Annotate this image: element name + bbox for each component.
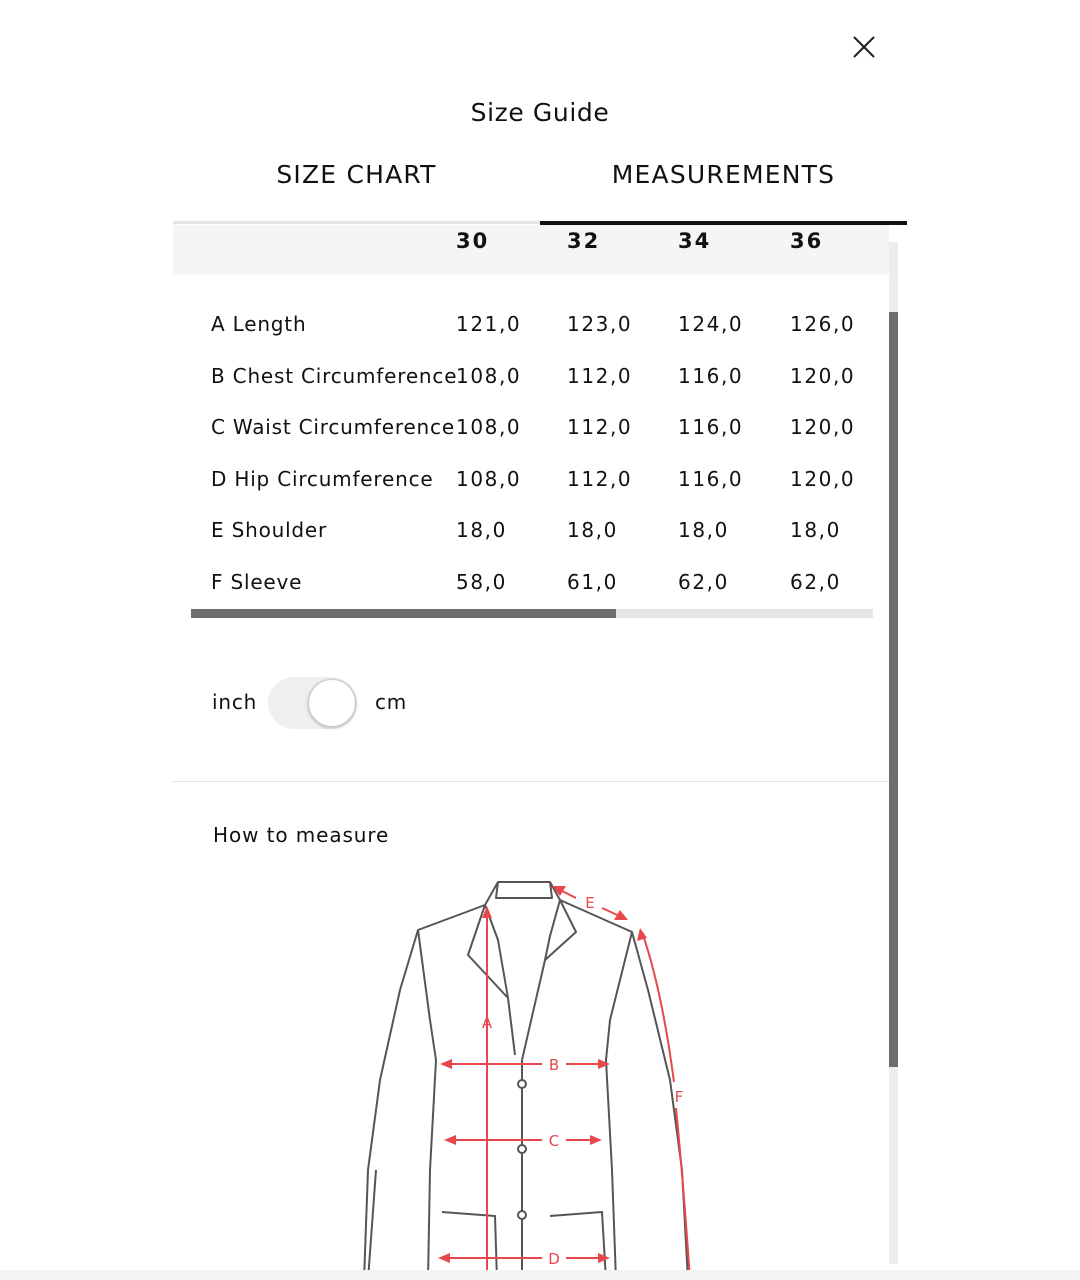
table-horizontal-scrollbar[interactable] xyxy=(191,609,873,618)
table-cell: 18,0 xyxy=(678,518,729,542)
section-divider xyxy=(173,781,889,782)
table-cell: 120,0 xyxy=(790,364,856,388)
unit-label-cm[interactable]: cm xyxy=(375,690,408,714)
tab-underline-inactive xyxy=(173,221,540,224)
row-label-sleeve: F Sleeve xyxy=(211,570,303,594)
toggle-knob xyxy=(308,679,356,727)
size-column-header: 30 xyxy=(456,229,490,253)
size-column-header: 36 xyxy=(790,229,824,253)
row-label-shoulder: E Shoulder xyxy=(211,518,328,542)
close-icon xyxy=(846,29,882,65)
table-cell: 121,0 xyxy=(456,312,522,336)
row-label-length: A Length xyxy=(211,312,307,336)
table-cell: 116,0 xyxy=(678,467,744,491)
unit-label-inch[interactable]: inch xyxy=(212,690,258,714)
vertical-scrollbar[interactable] xyxy=(889,242,898,1264)
table-cell: 123,0 xyxy=(567,312,633,336)
vertical-scrollbar-thumb[interactable] xyxy=(889,312,898,1067)
table-cell: 112,0 xyxy=(567,467,633,491)
marker-f: F xyxy=(674,1088,684,1106)
jacket-measurement-diagram xyxy=(340,870,720,1280)
marker-e: E xyxy=(585,894,595,912)
row-label-hip: D Hip Circumference xyxy=(211,467,434,491)
marker-c: C xyxy=(548,1132,560,1150)
table-cell: 116,0 xyxy=(678,364,744,388)
close-button[interactable] xyxy=(846,29,882,65)
table-cell: 108,0 xyxy=(456,364,522,388)
row-label-chest: B Chest Circumference xyxy=(211,364,458,388)
table-cell: 108,0 xyxy=(456,415,522,439)
table-cell: 120,0 xyxy=(790,415,856,439)
table-cell: 61,0 xyxy=(567,570,618,594)
size-header-row xyxy=(173,225,889,275)
table-cell: 18,0 xyxy=(567,518,618,542)
bottom-edge xyxy=(0,1270,1080,1280)
unit-toggle-switch[interactable] xyxy=(268,677,357,729)
tab-measurements[interactable]: MEASUREMENTS xyxy=(611,160,836,189)
table-cell: 124,0 xyxy=(678,312,744,336)
table-cell: 112,0 xyxy=(567,415,633,439)
marker-b: B xyxy=(548,1056,560,1074)
table-cell: 18,0 xyxy=(456,518,507,542)
table-cell: 62,0 xyxy=(678,570,729,594)
size-column-header: 32 xyxy=(567,229,601,253)
row-label-waist: C Waist Circumference xyxy=(211,415,455,439)
table-cell: 108,0 xyxy=(456,467,522,491)
marker-d: D xyxy=(548,1250,560,1268)
table-cell: 126,0 xyxy=(790,312,856,336)
table-cell: 18,0 xyxy=(790,518,841,542)
table-cell: 58,0 xyxy=(456,570,507,594)
table-cell: 112,0 xyxy=(567,364,633,388)
horizontal-scrollbar-thumb[interactable] xyxy=(191,609,616,618)
table-cell: 116,0 xyxy=(678,415,744,439)
tab-size-chart[interactable]: SIZE CHART xyxy=(276,160,437,189)
marker-a: A xyxy=(481,1014,493,1032)
how-to-measure-heading: How to measure xyxy=(213,823,390,847)
size-column-header: 34 xyxy=(678,229,712,253)
table-cell: 62,0 xyxy=(790,570,841,594)
table-cell: 120,0 xyxy=(790,467,856,491)
modal-title: Size Guide xyxy=(470,98,610,127)
